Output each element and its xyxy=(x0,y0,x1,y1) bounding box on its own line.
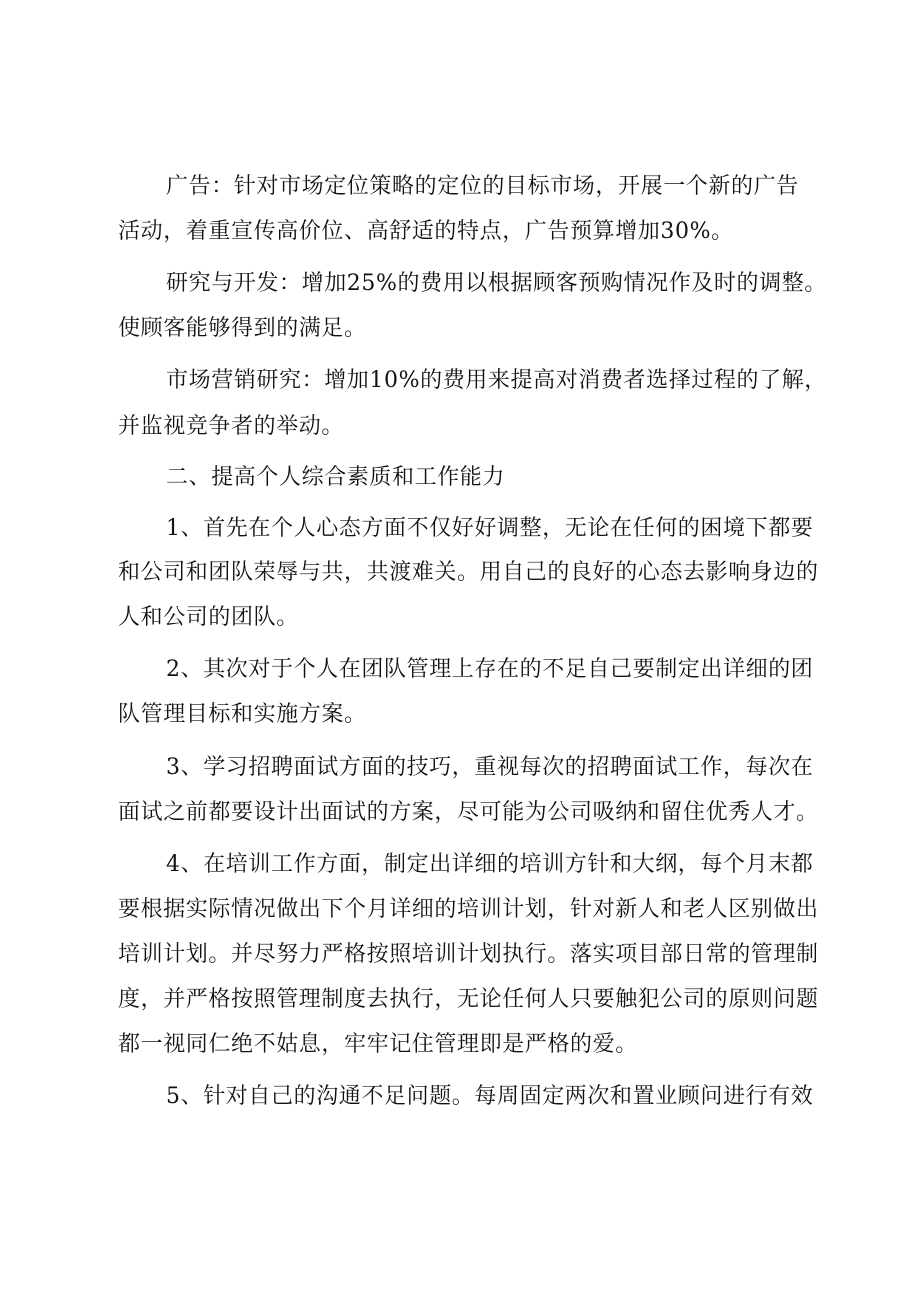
item-2-line-1: 2、其次对于个人在团队管理上存在的不足自己要制定出详细的团 xyxy=(166,657,814,682)
section-heading-2: 二、提高个人综合素质和工作能力 xyxy=(166,465,506,490)
paragraph-marketing-line-1: 市场营销研究：增加10%的费用来提高对消费者选择过程的了解， xyxy=(166,368,827,393)
item-4-line-2: 要根据实际情况做出下个月详细的培训计划，针对新人和老人区别做出 xyxy=(118,897,819,922)
item-4-line-3: 培训计划。并尽努力严格按照培训计划执行。落实项目部日常的管理制 xyxy=(118,942,819,967)
item-2-line-2: 队管理目标和实施方案。 xyxy=(118,702,367,727)
paragraph-advertising-line-2: 活动，着重宣传高价位、高舒适的特点，广告预算增加30%。 xyxy=(118,219,734,244)
item-4-line-5: 都一视同仁绝不姑息，牢牢记住管理即是严格的爱。 xyxy=(118,1032,638,1057)
paragraph-research-line-1: 研究与开发：增加25%的费用以根据顾客预购情况作及时的调整。 xyxy=(166,271,827,296)
item-1-line-1: 1、首先在个人心态方面不仅好好调整，无论在任何的困境下都要 xyxy=(166,516,814,541)
item-4-line-4: 度，并严格按照管理制度去执行，无论任何人只要触犯公司的原则问题 xyxy=(118,987,819,1012)
paragraph-marketing-line-2: 并监视竞争者的举动。 xyxy=(118,414,345,439)
item-1-line-2: 和公司和团队荣辱与共，共渡难关。用自己的良好的心态去影响身边的 xyxy=(118,560,819,585)
paragraph-research-line-2: 使顾客能够得到的满足。 xyxy=(118,316,367,341)
item-5-line-1: 5、针对自己的沟通不足问题。每周固定两次和置业顾问进行有效 xyxy=(166,1084,814,1109)
paragraph-advertising-line-1: 广告：针对市场定位策略的定位的目标市场，开展一个新的广告 xyxy=(166,174,799,199)
item-4-line-1: 4、在培训工作方面，制定出详细的培训方针和大纲，每个月末都 xyxy=(166,852,814,877)
item-1-line-3: 人和公司的团队。 xyxy=(118,605,299,630)
item-3-line-2: 面试之前都要设计出面试的方案，尽可能为公司吸纳和留住优秀人才。 xyxy=(118,800,819,825)
item-3-line-1: 3、学习招聘面试方面的技巧，重视每次的招聘面试工作，每次在 xyxy=(166,755,814,780)
